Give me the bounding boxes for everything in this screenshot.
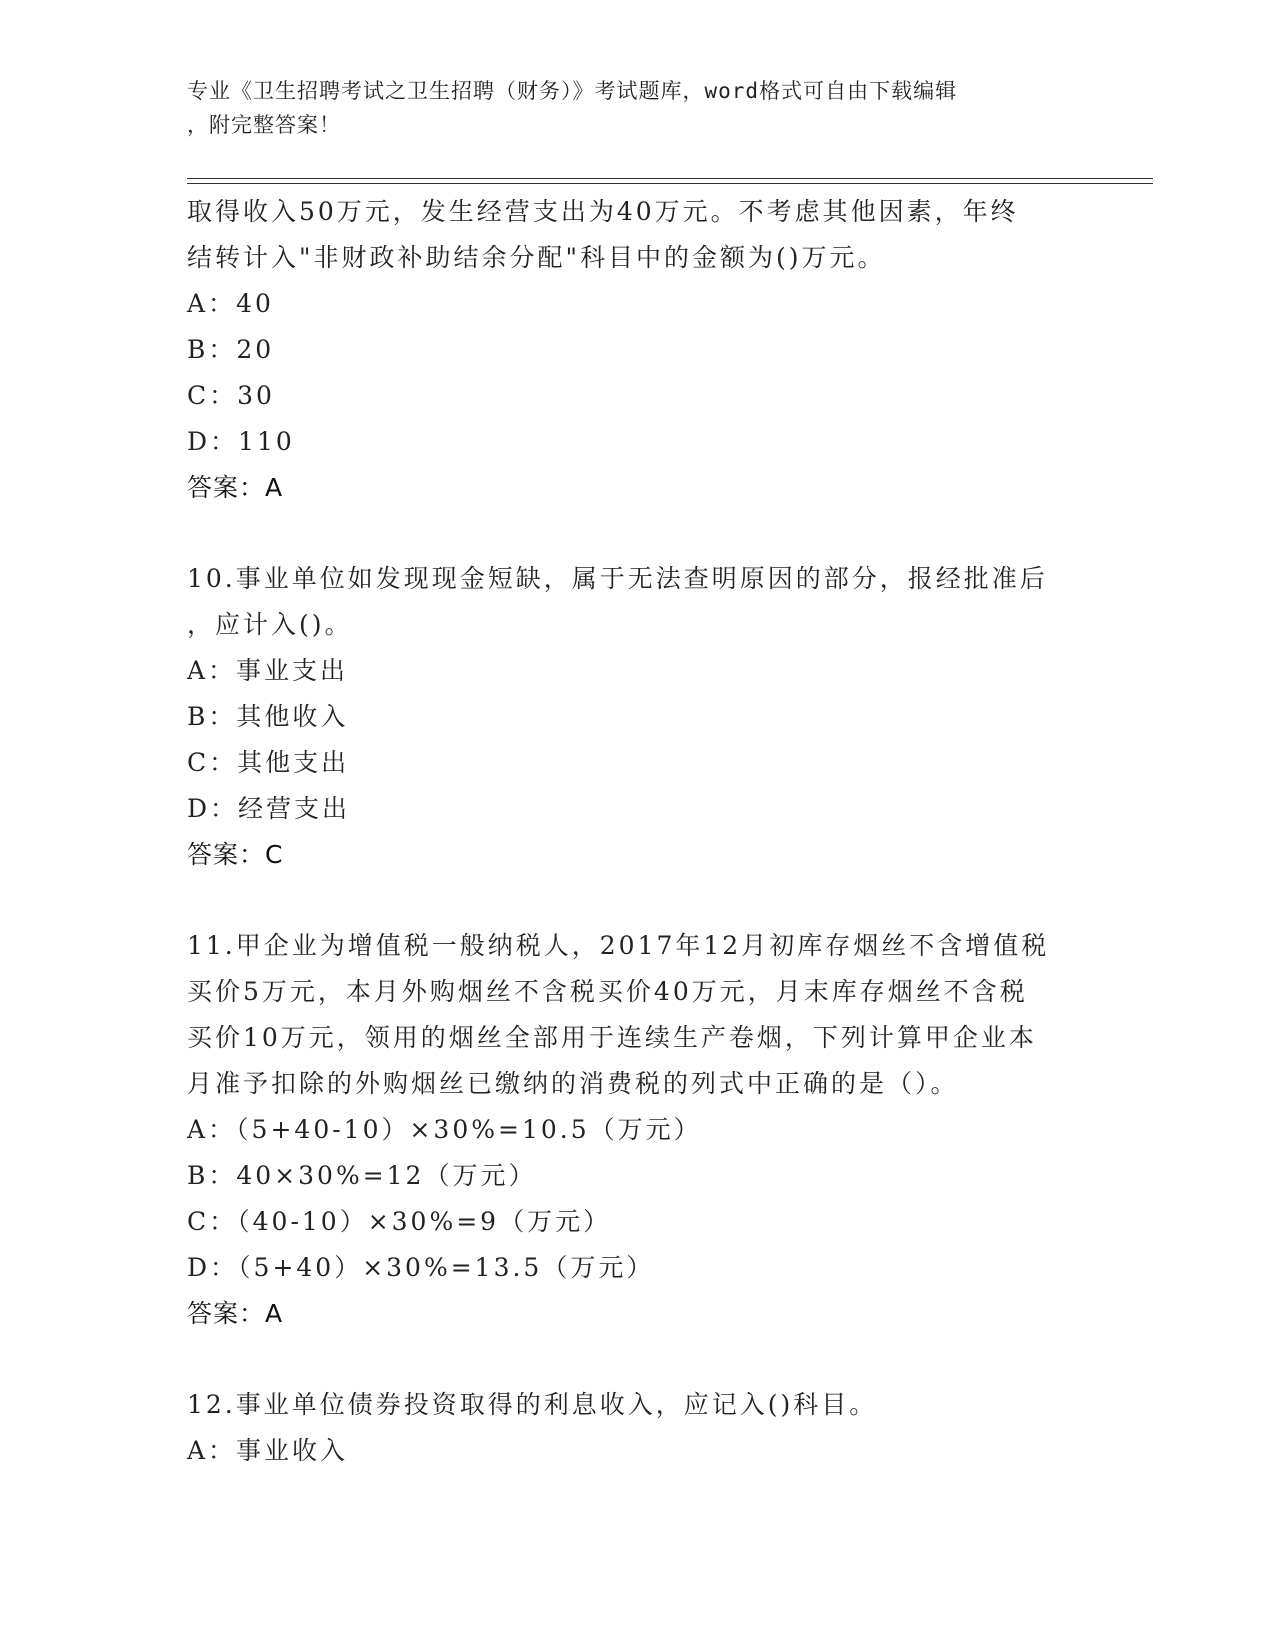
option-a: A：（5+40-10）×30%=10.5（万元） <box>187 1115 702 1144</box>
spacer <box>187 1337 1087 1382</box>
question-text-line: 取得收入50万元，发生经营支出为40万元。不考虑其他因素，年终 <box>187 197 1019 226</box>
question-12 <box>187 1382 1087 1474</box>
option-b: B：20 <box>187 335 275 364</box>
answer-label: 答案：C <box>187 840 284 869</box>
option-b: B：40×30%=12（万元） <box>187 1161 537 1190</box>
question-9 <box>187 189 1087 511</box>
header-line-1: 专业《卫生招聘考试之卫生招聘（财务）》考试题库，word格式可自由下载编辑 <box>187 79 958 103</box>
question-text-line: 12.事业单位债券投资取得的利息收入，应记入()科目。 <box>187 1390 878 1419</box>
option-d: D：（5+40）×30%=13.5（万元） <box>187 1253 655 1282</box>
question-text-line: 结转计入"非财政补助结余分配"科目中的金额为()万元。 <box>187 243 886 272</box>
option-a: A：事业收入 <box>187 1436 349 1465</box>
document-header <box>187 74 1067 142</box>
question-list <box>187 189 1087 1474</box>
answer-label: 答案：A <box>187 1299 284 1328</box>
header-divider-top <box>187 178 1153 179</box>
question-11 <box>187 923 1087 1337</box>
option-c: C：其他支出 <box>187 748 350 777</box>
option-a: A：事业支出 <box>187 656 349 685</box>
option-c: C：（40-10）×30%=9（万元） <box>187 1207 612 1236</box>
question-text-line: 买价10万元，领用的烟丝全部用于连续生产卷烟，下列计算甲企业本 <box>187 1023 1037 1052</box>
question-text-line: 买价5万元，本月外购烟丝不含税买价40万元，月末库存烟丝不含税 <box>187 977 1028 1006</box>
spacer <box>187 878 1087 923</box>
answer-label: 答案：A <box>187 473 284 502</box>
question-10 <box>187 556 1087 878</box>
header-line-2: ，附完整答案！ <box>187 113 341 137</box>
option-c: C：30 <box>187 381 275 410</box>
question-text-line: 10.事业单位如发现现金短缺，属于无法查明原因的部分，报经批准后 <box>187 564 1048 593</box>
option-d: D：经营支出 <box>187 794 351 823</box>
option-a: A：40 <box>187 289 274 318</box>
option-d: D：110 <box>187 427 295 456</box>
header-divider-bottom <box>187 183 1153 184</box>
question-text-line: 月准予扣除的外购烟丝已缴纳的消费税的列式中正确的是（）。 <box>187 1069 959 1098</box>
spacer <box>187 511 1087 556</box>
option-b: B：其他收入 <box>187 702 349 731</box>
question-text-line: 11.甲企业为增值税一般纳税人，2017年12月初库存烟丝不含增值税 <box>187 931 1050 960</box>
question-text-line: ，应计入()。 <box>187 610 353 639</box>
